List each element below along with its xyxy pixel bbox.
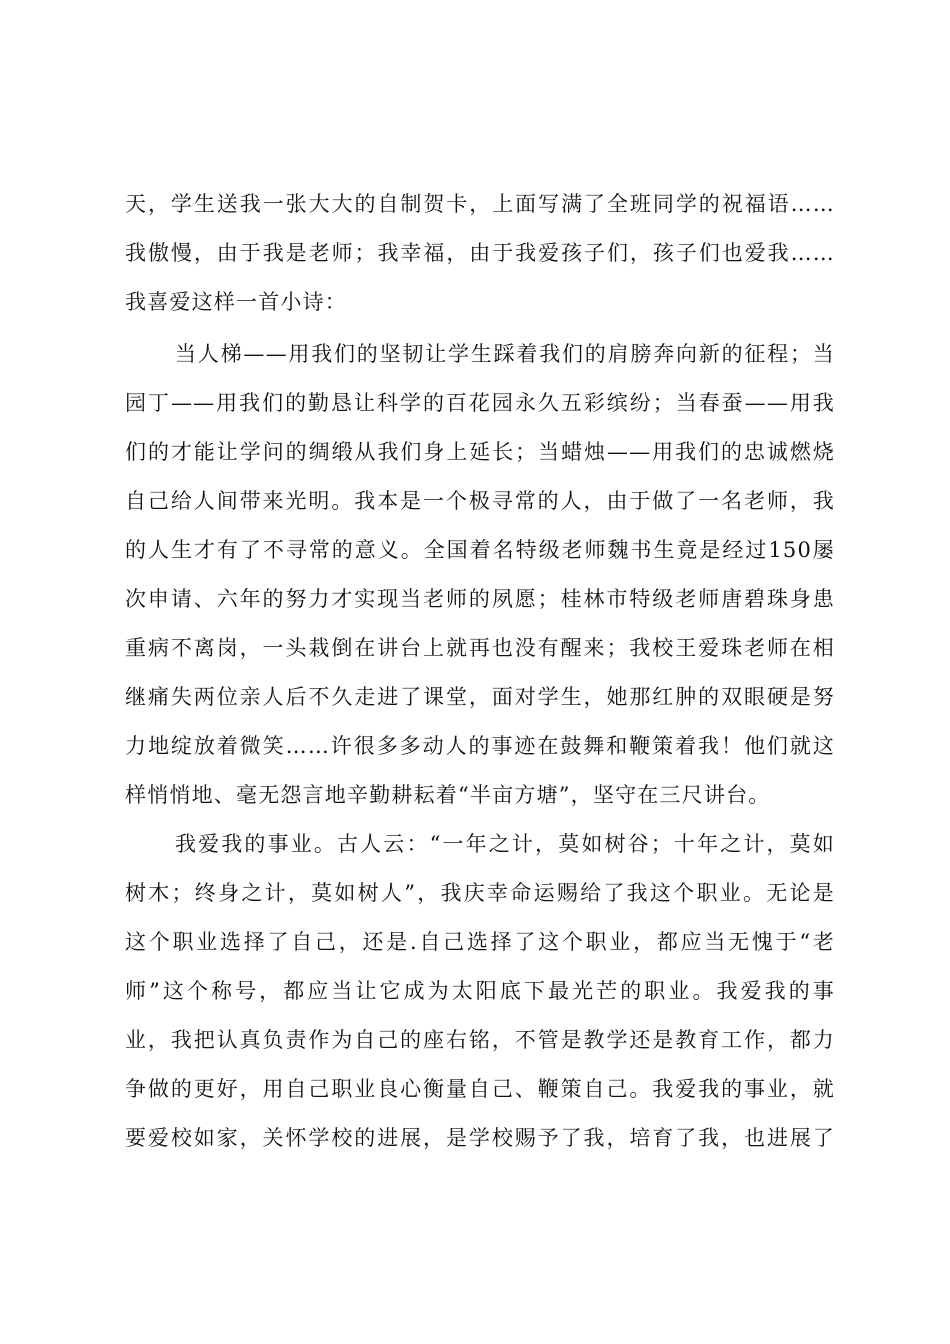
text-line: 师”这个称号，都应当让它成为太阳底下最光芒的职业。我爱我的事	[125, 979, 835, 1003]
text-line: 自己给人间带来光明。我本是一个极寻常的人，由于做了一名老师，我	[125, 489, 835, 513]
text-line: 园丁——用我们的勤恳让科学的百花园永久五彩缤纷；当春蚕——用我	[125, 391, 835, 415]
paragraph-1	[125, 180, 835, 327]
text-line: 力地绽放着微笑……许很多多动人的事迹在鼓舞和鞭策着我！他们就这	[125, 734, 835, 758]
text-line: 的人生才有了不寻常的意义。全国着名特级老师魏书生竟是经过150屡	[125, 538, 835, 562]
text-line: 当人梯——用我们的坚韧让学生踩着我们的肩膀奔向新的征程；当	[175, 342, 835, 366]
text-line: 业，我把认真负责作为自己的座右铭，不管是教学还是教育工作，都力	[125, 1028, 835, 1052]
text-line: 这个职业选择了自己，还是.自己选择了这个职业，都应当无愧于“老	[125, 930, 835, 954]
text-line: 天，学生送我一张大大的自制贺卡，上面写满了全班同学的祝福语……	[125, 192, 835, 216]
text-line: 重病不离岗，一头栽倒在讲台上就再也没有醒来；我校王爱珠老师在相	[125, 636, 835, 660]
text-line: 我傲慢，由于我是老师；我幸福，由于我爱孩子们，孩子们也爱我……	[125, 241, 835, 265]
text-line: 争做的更好，用自己职业良心衡量自己、鞭策自己。我爱我的事业，就	[125, 1077, 835, 1101]
text-line: 我喜爱这样一首小诗：	[125, 290, 347, 314]
text-line: 要爱校如家，关怀学校的进展，是学校赐予了我，培育了我，也进展了	[125, 1126, 835, 1150]
text-line: 树木；终身之计，莫如树人”，我庆幸命运赐给了我这个职业。无论是	[125, 881, 835, 905]
text-line: 次申请、六年的努力才实现当老师的夙愿；桂林市特级老师唐碧珠身患	[125, 587, 835, 611]
text-line: 们的才能让学问的绸缎从我们身上延长；当蜡烛——用我们的忠诚燃烧	[125, 440, 835, 464]
paragraph-2	[125, 330, 835, 820]
paragraph-3	[125, 820, 835, 1163]
text-line: 继痛失两位亲人后不久走进了课堂，面对学生，她那红肿的双眼硬是努	[125, 685, 835, 709]
text-line: 样悄悄地、毫无怨言地辛勤耕耘着“半亩方塘”，坚守在三尺讲台。	[125, 783, 771, 807]
text-line: 我爱我的事业。古人云：“一年之计，莫如树谷；十年之计，莫如	[175, 832, 835, 856]
